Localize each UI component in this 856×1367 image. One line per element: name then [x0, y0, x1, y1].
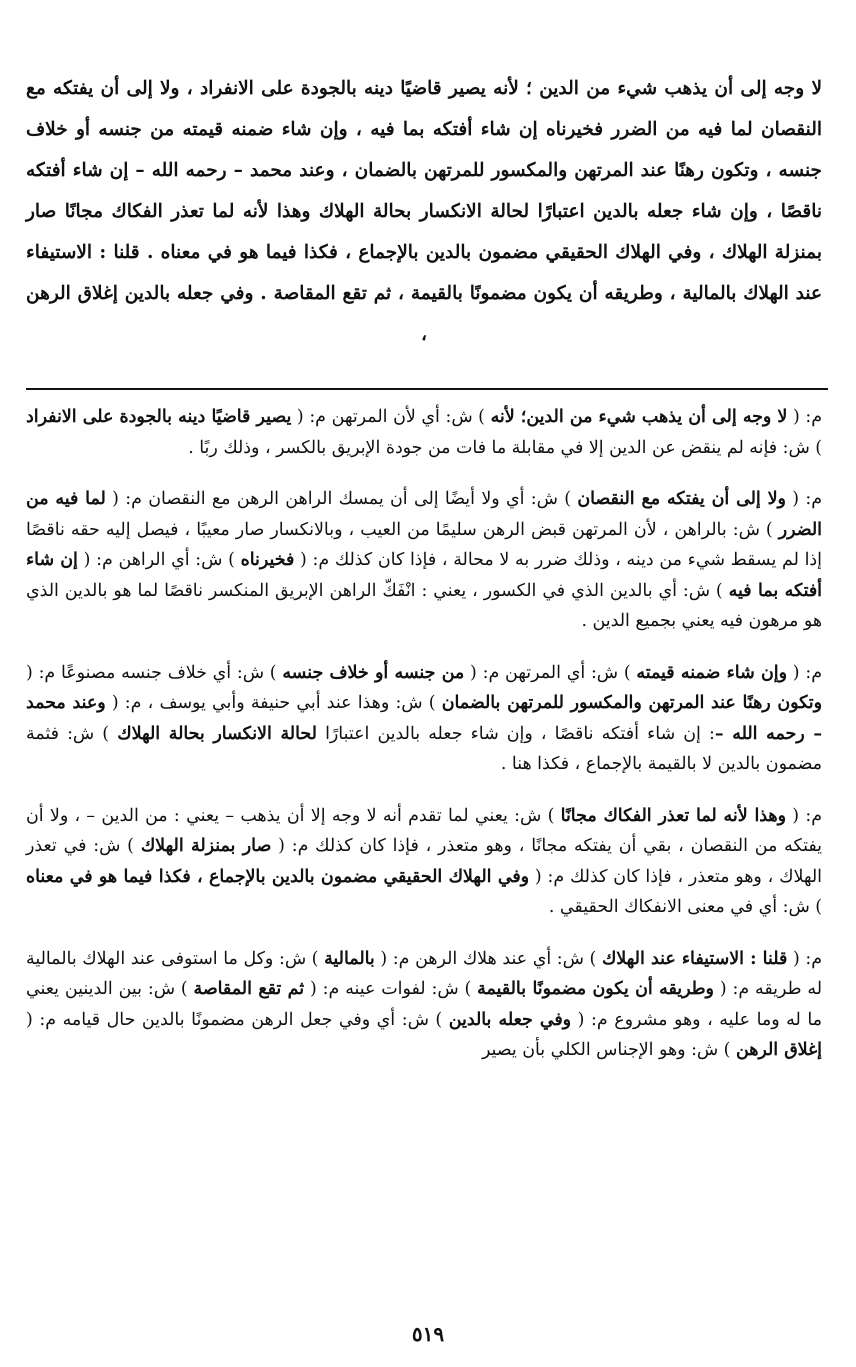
commentary-text: ) ش: بالراهن ، لأن المرتهن قبض الرهن سليمًا من العيب ، وبالانكسار صار معيبًا ، فيصل إليه حقه ناقصًا إذا لم يسقط شيء من دينه ، وذلك ضرر به لا محالة ، فإذا كان كذلك م: (: [26, 519, 822, 570]
commentary-paragraph-1: م: ( لا وجه إلى أن يذهب شيء من الدين؛ لأنه ) ش: أي لأن المرتهن م: ( يصير قاضيًا دينه بالجودة على الانفراد ) ش: فإنه لم ينقض عن الدين إلا في مقابلة ما فات من جودة الإبريق بالكسر ، وذلك ربًا .: [26, 407, 823, 458]
commentary-text: ) ش: أي لأن المرتهن م: (: [291, 407, 491, 427]
commentary-text: ) ش: لفوات عينه م: (: [304, 979, 478, 999]
commentary-text: ) ش: أي المرتهن م: (: [464, 662, 637, 683]
commentary-text: ) ش: أي في معنى الانفكاك الحقيقي .: [548, 897, 822, 917]
commentary-text: ) ش: أي خلاف جنسه مصنوعًا م: (: [26, 662, 283, 683]
commentary-text: م: (: [787, 662, 822, 683]
commentary-paragraph-5: [26, 944, 822, 1066]
commentary-text: ) ش: في تعذر الهلاك ، وهو متعذر ، فإذا كان كذلك م: (: [26, 836, 822, 887]
main-text: لا وجه إلى أن يذهب شيء من الدين ؛ لأنه يصير قاضيًا دينه بالجودة على الانفراد ، ولا إلى أن يفتكه مع النقصان لما فيه من الضرر فخيرناه إن شاء أفتكه بما فيه ، وإن شاء ضمنه قيمته من جنسه أو خلاف جنسه ، وتكون رهنًا عند المرتهن والمكسور للمرتهن بالضمان ، وعند محمد – رحمه الله – إن شاء أفتكه ناقصًا ، وإن شاء جعله بالدين اعتبارًا لحالة الانكسار بحالة الهلاك وهذا لأنه لما تعذر الفكاك مجانًا صار بمنزلة الهلاك ، وفي الهلاك الحقيقي مضمون بالدين بالإجماع ، فكذا فيما هو في معناه . قلنا : الاستيفاء عند الهلاك بالمالية ، وطريقه أن يكون مضمونًا بالقيمة ، ثم تقع المقاصة . وفي جعله بالدين إغلاق الرهن ،: [26, 78, 822, 345]
quoted-matn: من جنسه أو خلاف جنسه: [282, 662, 465, 683]
page-number: ٥١٩: [411, 1322, 445, 1346]
quoted-matn: يصير قاضيًا دينه بالجودة على الانفراد: [26, 407, 292, 427]
commentary-text: م: (: [785, 489, 822, 509]
main-text-block: [26, 68, 822, 355]
commentary-text: ) ش: بين الدينين يعني ما له وما عليه ، وهو مشروع م: (: [26, 979, 822, 1030]
quoted-matn: وفي جعله بالدين: [448, 1009, 572, 1030]
quoted-matn: وعند محمد – رحمه الله –: [26, 693, 823, 744]
commentary-text: م: (: [787, 948, 822, 969]
quoted-matn: وإن شاء ضمنه قيمته: [636, 662, 787, 683]
commentary-text: ) ش: وكل ما استوفى عند الهلاك بالمالية له طريقه م: (: [26, 948, 822, 999]
quoted-matn: وهذا لأنه لما تعذر الفكاك مجانًا: [560, 805, 786, 826]
quoted-matn: وطريقه أن يكون مضمونًا بالقيمة: [477, 979, 714, 999]
commentary-text: ) ش: يعني لما تقدم أنه لا وجه إلا أن يذهب – يعني : من الدين – ، ولا أن يفتكه من النقصان ، بقي أن يفتكه مجانًا ، وهو متعذر ، فإذا كان كذلك م: (: [26, 805, 822, 856]
quoted-matn: لما فيه من الضرر: [26, 489, 822, 540]
quoted-matn: إغلاق الرهن: [736, 1040, 822, 1060]
quoted-matn: إن شاء أفتكه بما فيه: [26, 550, 822, 601]
quoted-matn: قلنا : الاستيفاء عند الهلاك: [601, 948, 788, 969]
commentary-text: ) ش: أي وفي جعل الرهن مضمونًا بالدين حال قيامه م: (: [26, 1009, 449, 1030]
commentary-text: ) ش: أي الراهن م: (: [77, 550, 241, 570]
separator-line: [26, 388, 828, 390]
commentary-text: ) ش: وهو الإجناس الكلي بأن يصير: [481, 1040, 736, 1060]
commentary-text: : إن شاء أفتكه ناقصًا ، وإن شاء جعله بالدين اعتبارًا: [316, 723, 715, 744]
quoted-matn: لحالة الانكسار بحالة الهلاك: [117, 723, 317, 744]
commentary-text: ) ش: وهذا عند أبي حنيفة وأبي يوسف ، م: (: [105, 693, 442, 713]
commentary-paragraph-2: [26, 484, 822, 637]
quoted-matn: لا وجه إلى أن يذهب شيء من الدين؛ لأنه: [490, 407, 788, 427]
commentary-text: ) ش: أي بالدين الذي في الكسور ، يعني : انْفَكّ الراهن الإبريق المنكسر ناقصًا لما هو بالدين الذي هو مرهون فيه يعني بجميع الدين .: [26, 580, 822, 631]
quoted-matn: ثم تقع المقاصة: [193, 979, 305, 999]
quoted-matn: وتكون رهنًا عند المرتهن والمكسور للمرتهن بالضمان: [441, 693, 822, 713]
quoted-matn: بالمالية: [324, 948, 375, 969]
commentary-paragraph-4: [26, 801, 822, 923]
quoted-matn: فخيرناه: [240, 550, 295, 570]
quoted-matn: ولا إلى أن يفتكه مع النقصان: [577, 489, 786, 509]
commentary-text: م: (: [785, 805, 822, 826]
quoted-matn: وفي الهلاك الحقيقي مضمون بالدين بالإجماع ، فكذا فيما هو في معناه: [26, 866, 530, 887]
commentary-text: ) ش: أي ولا أيضًا إلى أن يمسك الراهن الرهن مع النقصان م: (: [105, 489, 578, 509]
commentary-paragraph-3: [26, 658, 822, 780]
commentary-text: ) ش: فإنه لم ينقض عن الدين إلا في مقابلة ما فات من جودة الإبريق بالكسر ، وذلك ربًا .: [188, 437, 822, 458]
commentary-block: [26, 402, 822, 1087]
commentary-text: ) ش: أي عند هلاك الرهن م: (: [374, 948, 602, 969]
commentary-text: ) ش: فثمة مضمون بالدين لا بالقيمة بالإجماع ، فكذا هنا .: [26, 723, 822, 774]
quoted-matn: صار بمنزلة الهلاك: [140, 836, 272, 856]
